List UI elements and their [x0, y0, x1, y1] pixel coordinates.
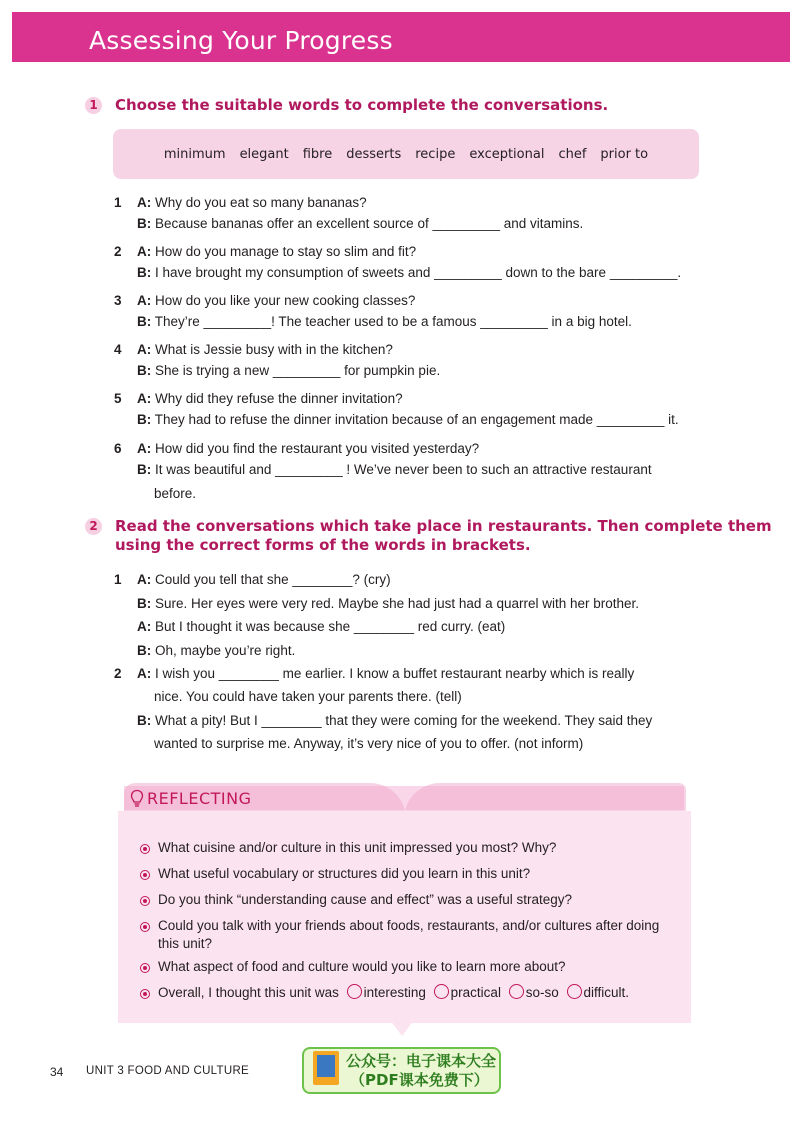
reflecting-question: What cuisine and/or culture in this unit impressed you most? Why? — [158, 840, 557, 855]
question-line-a — [137, 194, 367, 212]
question-line-b — [137, 264, 681, 282]
bullet-icon — [140, 844, 150, 854]
conversation-number: 1 — [114, 572, 122, 587]
speaker-a-label: A: — [137, 293, 152, 308]
word-bank-item: exceptional — [469, 146, 545, 162]
option-circle-icon[interactable] — [567, 984, 582, 999]
word-bank-item: desserts — [346, 146, 402, 162]
speaker-a-label: A: — [137, 619, 152, 634]
question-number: 2 — [114, 244, 122, 259]
page-number: 34 — [50, 1065, 64, 1079]
word-bank — [113, 129, 699, 179]
conversation-text-continued: wanted to surprise me. Anyway, it’s very nice of you to offer. (not inform) — [154, 736, 584, 751]
question-line-b — [137, 215, 583, 233]
answer-text: Because bananas offer an excellent source of _________ and vitamins. — [155, 216, 584, 231]
conversation-line — [137, 571, 391, 589]
question-number: 1 — [114, 195, 122, 210]
speaker-b-label: B: — [137, 412, 152, 427]
exercise-1-number: 1 — [85, 97, 102, 114]
speaker-b-label: B: — [137, 462, 152, 477]
question-line-b — [137, 362, 440, 380]
bullet-icon — [140, 963, 150, 973]
reflecting-question: What aspect of food and culture would you like to learn more about? — [158, 959, 566, 974]
exercise-2-instruction-line-2: using the correct forms of the words in brackets. — [115, 536, 531, 554]
reflecting-title: REFLECTING — [147, 789, 252, 808]
question-line-b — [137, 411, 679, 429]
speaker-b-label: B: — [137, 713, 152, 728]
question-number: 4 — [114, 342, 122, 357]
rating-prefix: Overall, I thought this unit was — [158, 985, 339, 1000]
book-logo-icon — [313, 1051, 339, 1085]
question-line-a — [137, 440, 479, 458]
word-bank-item: prior to — [600, 146, 649, 162]
rating-option: practical — [450, 985, 501, 1000]
speaker-a-label: A: — [137, 666, 152, 681]
exercise-2-instruction-line-1: Read the conversations which take place in restaurants. Then complete them — [115, 517, 772, 535]
answer-text-continued: before. — [154, 486, 197, 501]
conversation-line — [137, 712, 652, 730]
reflecting-rating-line — [158, 984, 688, 1002]
lightbulb-icon — [129, 789, 145, 809]
word-bank-item: fibre — [302, 146, 333, 162]
question-text: Why did they refuse the dinner invitation? — [155, 391, 403, 406]
speaker-b-label: B: — [137, 265, 152, 280]
question-number: 3 — [114, 293, 122, 308]
question-line-a — [137, 243, 416, 261]
speaker-b-label: B: — [137, 596, 152, 611]
conversation-text: Oh, maybe you’re right. — [155, 643, 296, 658]
question-line-a — [137, 292, 415, 310]
word-bank-item: recipe — [415, 146, 456, 162]
question-text: How do you manage to stay so slim and fit? — [155, 244, 417, 259]
reflecting-question: Could you talk with your friends about foods, restaurants, and/or cultures after doing — [158, 918, 660, 933]
option-circle-icon[interactable] — [347, 984, 362, 999]
word-bank-item: chef — [558, 146, 587, 162]
speaker-a-label: A: — [137, 195, 152, 210]
exercise-2-number: 2 — [85, 518, 102, 535]
question-number: 5 — [114, 391, 122, 406]
bullet-icon — [140, 922, 150, 932]
speaker-b-label: B: — [137, 643, 152, 658]
conversation-text: But I thought it was because she ________ red curry. (eat) — [155, 619, 506, 634]
page-title: Assessing Your Progress — [89, 26, 393, 55]
question-text: What is Jessie busy with in the kitchen? — [155, 342, 393, 357]
speaker-b-label: B: — [137, 363, 152, 378]
rating-option: difficult. — [583, 985, 630, 1000]
answer-text: I have brought my consumption of sweets and _________ down to the bare _________. — [155, 265, 682, 280]
bullet-icon — [140, 870, 150, 880]
option-circle-icon[interactable] — [434, 984, 449, 999]
question-text: How do you like your new cooking classes? — [155, 293, 416, 308]
bullet-icon — [140, 989, 150, 999]
question-text: How did you find the restaurant you visited yesterday? — [155, 441, 480, 456]
conversation-text: Sure. Her eyes were very red. Maybe she had just had a quarrel with her brother. — [155, 596, 640, 611]
reflecting-question-continued: this unit? — [158, 936, 213, 951]
reflecting-question: What useful vocabulary or structures did you learn in this unit? — [158, 866, 531, 881]
reflecting-panel-notch — [390, 1020, 414, 1036]
speaker-a-label: A: — [137, 342, 152, 357]
speaker-a-label: A: — [137, 441, 152, 456]
unit-label: UNIT 3 FOOD AND CULTURE — [86, 1065, 250, 1077]
question-line-b — [137, 461, 652, 479]
conversation-text: I wish you ________ me earlier. I know a buffet restaurant nearby which is really — [155, 666, 635, 681]
watermark-line-1: 公众号：电子课本大全 — [346, 1052, 497, 1070]
watermark-line-2: （PDF课本免费下） — [350, 1071, 489, 1089]
speaker-a-label: A: — [137, 572, 152, 587]
question-text: Why do you eat so many bananas? — [155, 195, 367, 210]
question-line-a — [137, 390, 403, 408]
conversation-line — [137, 595, 639, 613]
option-circle-icon[interactable] — [509, 984, 524, 999]
question-line-b — [137, 313, 632, 331]
conversation-text: Could you tell that she ________? (cry) — [155, 572, 391, 587]
word-bank-item: elegant — [239, 146, 289, 162]
conversation-number: 2 — [114, 666, 122, 681]
conversation-line — [137, 642, 295, 660]
question-line-a — [137, 341, 393, 359]
speaker-b-label: B: — [137, 216, 152, 231]
word-bank-item: minimum — [163, 146, 226, 162]
conversation-line — [137, 618, 505, 636]
question-number: 6 — [114, 441, 122, 456]
reflecting-question: Do you think “understanding cause and effect” was a useful strategy? — [158, 892, 572, 907]
answer-text: She is trying a new _________ for pumpkin pie. — [155, 363, 441, 378]
rating-option: interesting — [363, 985, 426, 1000]
conversation-text-continued: nice. You could have taken your parents there. (tell) — [154, 689, 462, 704]
answer-text: They had to refuse the dinner invitation because of an engagement made _________ it. — [154, 412, 679, 427]
speaker-a-label: A: — [137, 244, 152, 259]
conversation-line — [137, 665, 634, 683]
speaker-a-label: A: — [137, 391, 152, 406]
page-header-bar — [12, 12, 790, 62]
rating-option: so-so — [525, 985, 559, 1000]
answer-text: It was beautiful and _________ ! We’ve never been to such an attractive restaurant — [155, 462, 652, 477]
speaker-b-label: B: — [137, 314, 152, 329]
exercise-1-instruction: Choose the suitable words to complete the conversations. — [115, 96, 609, 114]
conversation-text: What a pity! But I ________ that they were coming for the weekend. They said they — [155, 713, 653, 728]
answer-text: They’re _________! The teacher used to be a famous _________ in a big hotel. — [154, 314, 632, 329]
bullet-icon — [140, 896, 150, 906]
